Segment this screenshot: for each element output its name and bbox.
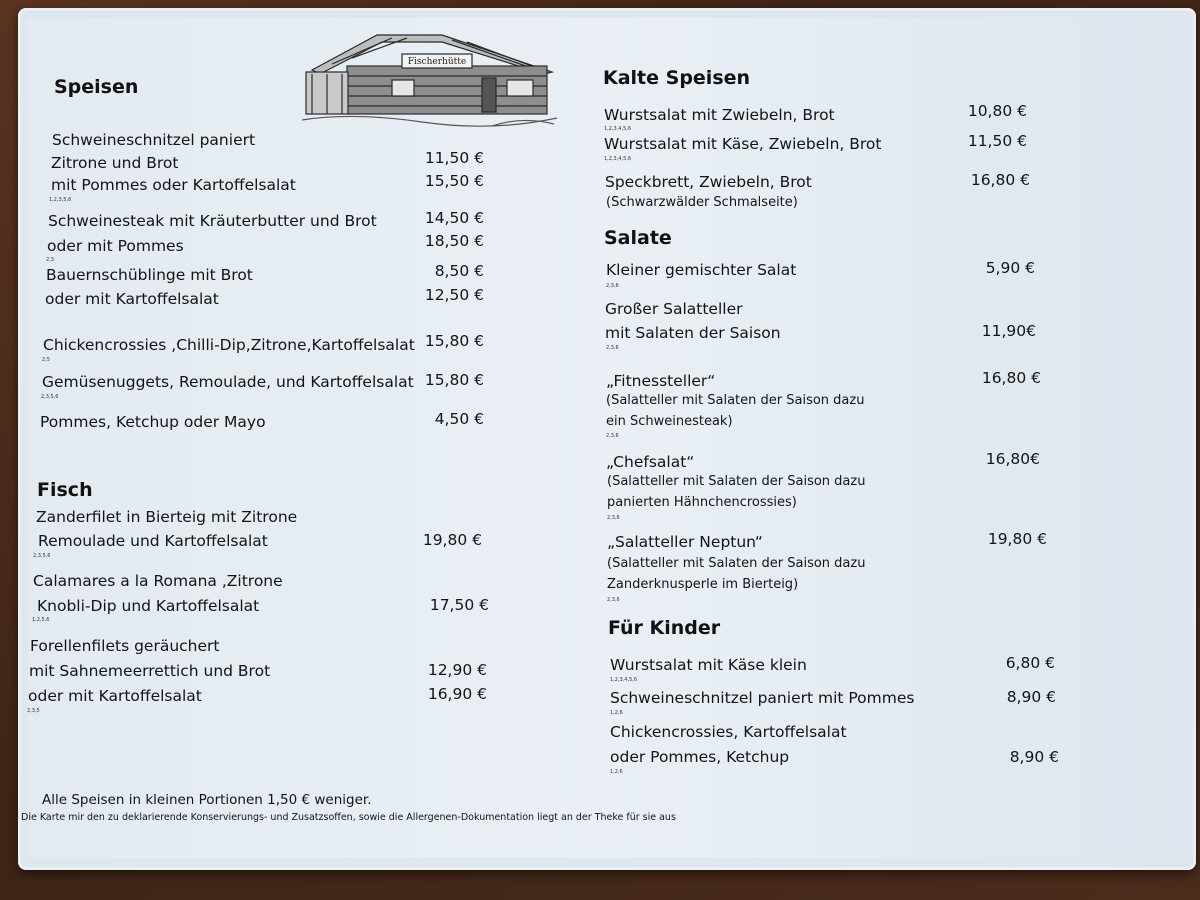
menu-item-price: 12,90 € <box>427 661 487 679</box>
menu-item-line: Speckbrett, Zwiebeln, Brot <box>605 173 812 191</box>
menu-item-line: mit Sahnemeerrettich und Brot <box>29 662 271 680</box>
menu-item-note: Zanderknusperle im Bierteig) <box>607 577 799 592</box>
allergen-codes: 1,2,3,5,6 <box>49 197 72 203</box>
menu-item-price: 16,80€ <box>985 450 1040 468</box>
allergen-codes: 1,2,6 <box>610 710 623 716</box>
menu-item-note: (Salatteller mit Salaten der Saison dazu <box>606 393 865 408</box>
allergen-codes: 2,3 <box>46 257 54 263</box>
menu-item-price: 8,50 € <box>434 262 484 280</box>
menu-item-price: 15,80 € <box>424 371 484 389</box>
menu-item-line: Wurstsalat mit Käse klein <box>610 656 807 674</box>
section-heading-kalte-speisen: Kalte Speisen <box>603 67 751 89</box>
hut-illustration <box>292 30 562 130</box>
menu-item-price: 16,80 € <box>970 171 1030 189</box>
menu-item-note: (Salatteller mit Salaten der Saison dazu <box>607 474 866 489</box>
menu-item-line: Gemüsenuggets, Remoulade, und Kartoffelsalat <box>42 373 414 391</box>
menu-item-line: Pommes, Ketchup oder Mayo <box>40 413 266 431</box>
allergen-codes: 2,3,6 <box>607 515 620 521</box>
menu-item-note: (Salatteller mit Salaten der Saison dazu <box>607 556 866 571</box>
menu-item-line: Kleiner gemischter Salat <box>606 261 797 279</box>
allergen-codes: 2,3,6 <box>606 433 619 439</box>
menu-item-price: 11,50 € <box>967 132 1027 150</box>
footer-allergen-note: Die Karte mir den zu deklarierende Konservierungs- und Zusatzsoffen, sowie die Allergenen-Dokumentation liegt an der Theke für sie aus <box>21 812 676 823</box>
menu-item-price: 14,50 € <box>424 209 484 227</box>
menu-item-price: 12,50 € <box>424 286 484 304</box>
menu-item-line: oder Pommes, Ketchup <box>610 748 790 766</box>
allergen-codes: 2,5 <box>42 357 50 363</box>
menu-item-line: Chickencrossies, Kartoffelsalat <box>610 723 847 741</box>
allergen-codes: 1,2,6 <box>610 769 623 775</box>
menu-item-price: 16,90 € <box>427 685 487 703</box>
menu-item-price: 15,50 € <box>424 172 484 190</box>
menu-item-line: Bauernschüblinge mit Brot <box>46 266 253 284</box>
menu-item-line: mit Pommes oder Kartoffelsalat <box>51 176 296 194</box>
menu-item-line: Wurstsalat mit Zwiebeln, Brot <box>604 106 835 124</box>
menu-item-price: 6,80 € <box>1005 654 1055 672</box>
menu-item-line: Knobli-Dip und Kartoffelsalat <box>37 597 260 615</box>
menu-item-price: 15,80 € <box>424 332 484 350</box>
menu-item-price: 11,50 € <box>424 149 484 167</box>
hut-sign-text: Fischerhütte <box>407 57 467 67</box>
section-heading-salate: Salate <box>604 227 672 249</box>
menu-item-price: 19,80 € <box>987 530 1047 548</box>
menu-item-line: „Fitnessteller“ <box>606 372 716 390</box>
menu-item-line: oder mit Kartoffelsalat <box>45 290 219 308</box>
allergen-codes: 1,2,3,4,5,6 <box>604 156 632 162</box>
section-heading-speisen: Speisen <box>54 76 139 98</box>
allergen-codes: 1,2,3,4,5,6 <box>610 677 638 683</box>
allergen-codes: 1,2,3,4,5,6 <box>604 126 632 132</box>
menu-item-line: Zitrone und Brot <box>51 154 179 172</box>
menu-item-line: mit Salaten der Saison <box>605 324 781 342</box>
menu-item-line: Zanderfilet in Bierteig mit Zitrone <box>36 508 298 526</box>
menu-item-price: 8,90 € <box>1009 748 1059 766</box>
menu-item-note: ein Schweinesteak) <box>606 414 733 429</box>
menu-item-line: Schweineschnitzel paniert <box>52 131 256 149</box>
menu-item-price: 17,50 € <box>429 596 489 614</box>
menu-item-line: „Chefsalat“ <box>606 453 695 471</box>
menu-item-line: Wurstsalat mit Käse, Zwiebeln, Brot <box>604 135 882 153</box>
section-heading-fuer-kinder: Für Kinder <box>608 617 721 639</box>
allergen-codes: 2,3,6 <box>606 345 619 351</box>
menu-item-line: oder mit Pommes <box>47 237 184 255</box>
menu-item-price: 10,80 € <box>967 102 1027 120</box>
menu-item-price: 19,80 € <box>422 531 482 549</box>
menu-item-price: 16,80 € <box>981 369 1041 387</box>
menu-item-note: (Schwarzwälder Schmalseite) <box>606 195 798 210</box>
menu-item-line: Schweinesteak mit Kräuterbutter und Brot <box>48 212 377 230</box>
menu-item-line: Remoulade und Kartoffelsalat <box>38 532 268 550</box>
menu-item-price: 18,50 € <box>424 232 484 250</box>
menu-item-line: Schweineschnitzel paniert mit Pommes <box>610 689 915 707</box>
menu-item-line: Großer Salatteller <box>605 300 743 318</box>
menu-item-line: oder mit Kartoffelsalat <box>28 687 202 705</box>
menu-item-line: Calamares a la Romana ,Zitrone <box>33 572 283 590</box>
menu-item-line: Forellenfilets geräuchert <box>30 637 220 655</box>
menu-item-price: 8,90 € <box>1006 688 1056 706</box>
allergen-codes: 1,2,5,6 <box>32 617 50 623</box>
allergen-codes: 2,3,5,6 <box>33 553 51 559</box>
menu-item-price: 4,50 € <box>434 410 484 428</box>
section-heading-fisch: Fisch <box>37 479 93 501</box>
menu-item-line: Chickencrossies ,Chilli-Dip,Zitrone,Kartoffelsalat <box>43 336 415 354</box>
menu-item-price: 5,90 € <box>985 259 1035 277</box>
allergen-codes: 2,3,5,6 <box>41 394 59 400</box>
menu-item-note: panierten Hähnchencrossies) <box>607 495 797 510</box>
menu-item-price: 11,90€ <box>981 322 1036 340</box>
allergen-codes: 2,3,6 <box>606 283 619 289</box>
allergen-codes: 2,3,5 <box>27 708 40 714</box>
allergen-codes: 2,3,6 <box>607 597 620 603</box>
menu-item-line: „Salatteller Neptun“ <box>607 533 763 551</box>
footer-small-portions: Alle Speisen in kleinen Portionen 1,50 € weniger. <box>42 792 372 808</box>
